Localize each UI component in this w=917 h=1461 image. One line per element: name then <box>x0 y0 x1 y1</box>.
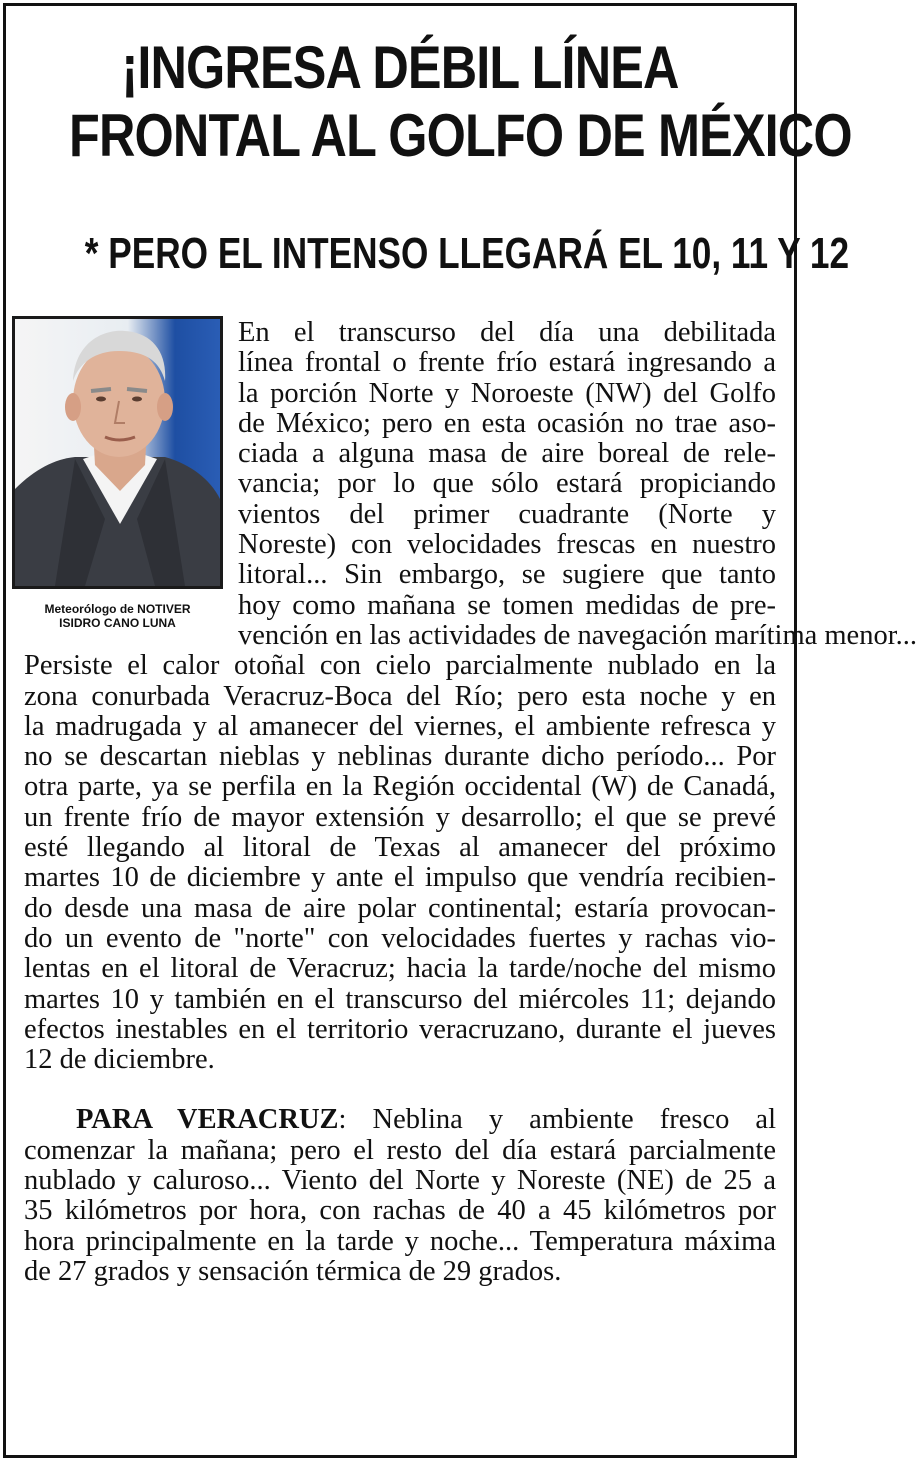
forecast-first-line-text: : Neblina y ambiente fresco al <box>338 1104 776 1136</box>
forecast-first-line <box>24 1105 776 1135</box>
body-line: vancia; por lo que sólo estará propiciando <box>238 468 776 500</box>
subheadline: * PERO EL INTENSO LLEGARÁ EL 10, 11 Y 12 <box>84 229 850 278</box>
body-line: Persiste el calor otoñal con cielo parcialmente nublado en la <box>24 650 776 682</box>
body-line: un frente frío de mayor extensión y desarrollo; el que se prevé <box>24 801 776 833</box>
body-line: de México; pero en esta ocasión no trae aso- <box>238 407 776 439</box>
photo-float-spacer <box>24 318 238 651</box>
body-line: efectos inestables en el territorio veracruzano, durante el jueves <box>24 1013 776 1045</box>
body-line: Noreste) con velocidades frescas en nuestro <box>238 529 776 561</box>
body-line: esté llegando al litoral de Texas al amanecer del próximo <box>24 832 776 864</box>
forecast-line: comenzar la mañana; pero el resto del día estará parcialmente <box>24 1134 776 1166</box>
headline <box>69 34 852 170</box>
forecast-line: nublado y caluroso... Viento del Norte y Noreste (NE) de 25 a <box>24 1165 776 1197</box>
body-line: línea frontal o frente frío estará ingresando a <box>238 347 776 379</box>
body-line: hoy como mañana se tomen medidas de pre- <box>238 589 776 621</box>
body-line: martes 10 de diciembre y ante el impulso que vendría recibien- <box>24 862 776 894</box>
body-line: martes 10 y también en el transcurso del miércoles 11; dejando <box>24 983 776 1015</box>
forecast-line: de 27 grados y sensación térmica de 29 grados. <box>24 1255 562 1287</box>
body-line: vención en las actividades de navegación marítima menor... <box>238 619 917 651</box>
forecast-label: PARA VERACRUZ <box>76 1104 339 1136</box>
body-line: do desde una masa de aire polar continental; estaría provocan- <box>24 892 776 924</box>
article-frame <box>3 3 917 1458</box>
caption-line-1: Meteorólogo de NOTIVER <box>44 602 191 616</box>
body-line: En el transcurso del día una debilitada <box>238 317 776 348</box>
caption-line-2: ISIDRO CANO LUNA <box>59 616 176 630</box>
headline-line-1: ¡INGRESA DÉBIL LÍNEA <box>121 34 679 101</box>
body-line: zona conurbada Veracruz-Boca del Río; pero esta noche y en <box>24 680 776 712</box>
body-line: no se descartan nieblas y neblinas durante dicho período... Por <box>24 741 776 773</box>
body-line: litoral... Sin embargo, se sugiere que tanto <box>238 559 776 591</box>
body-line: otra parte, ya se perfila en la Región occidental (W) de Canadá, <box>24 771 776 803</box>
body-line: lentas en el litoral de Veracruz; hacia la tarde/noche del mismo <box>24 953 776 985</box>
forecast-line: 35 kilómetros por hora, con rachas de 40 a 45 kilómetros por <box>24 1195 776 1227</box>
body-line: la porción Norte y Noroeste (NW) del Golfo <box>238 377 776 409</box>
body-line: do un evento de "norte" con velocidades fuertes y rachas vio- <box>24 922 776 954</box>
body-line: la madrugada y al amanecer del viernes, el ambiente refresca y <box>24 710 776 742</box>
paragraph-gap <box>24 1075 776 1105</box>
body-line: ciada a alguna masa de aire boreal de rele- <box>238 438 776 470</box>
headline-line-2: FRONTAL AL GOLFO DE MÉXICO <box>69 102 852 169</box>
article-body <box>24 317 917 1287</box>
body-line: 12 de diciembre. <box>24 1044 215 1076</box>
forecast-line: hora principalmente en la tarde y noche... Temperatura máxima <box>24 1225 776 1257</box>
body-line: vientos del primer cuadrante (Norte y <box>238 498 776 530</box>
